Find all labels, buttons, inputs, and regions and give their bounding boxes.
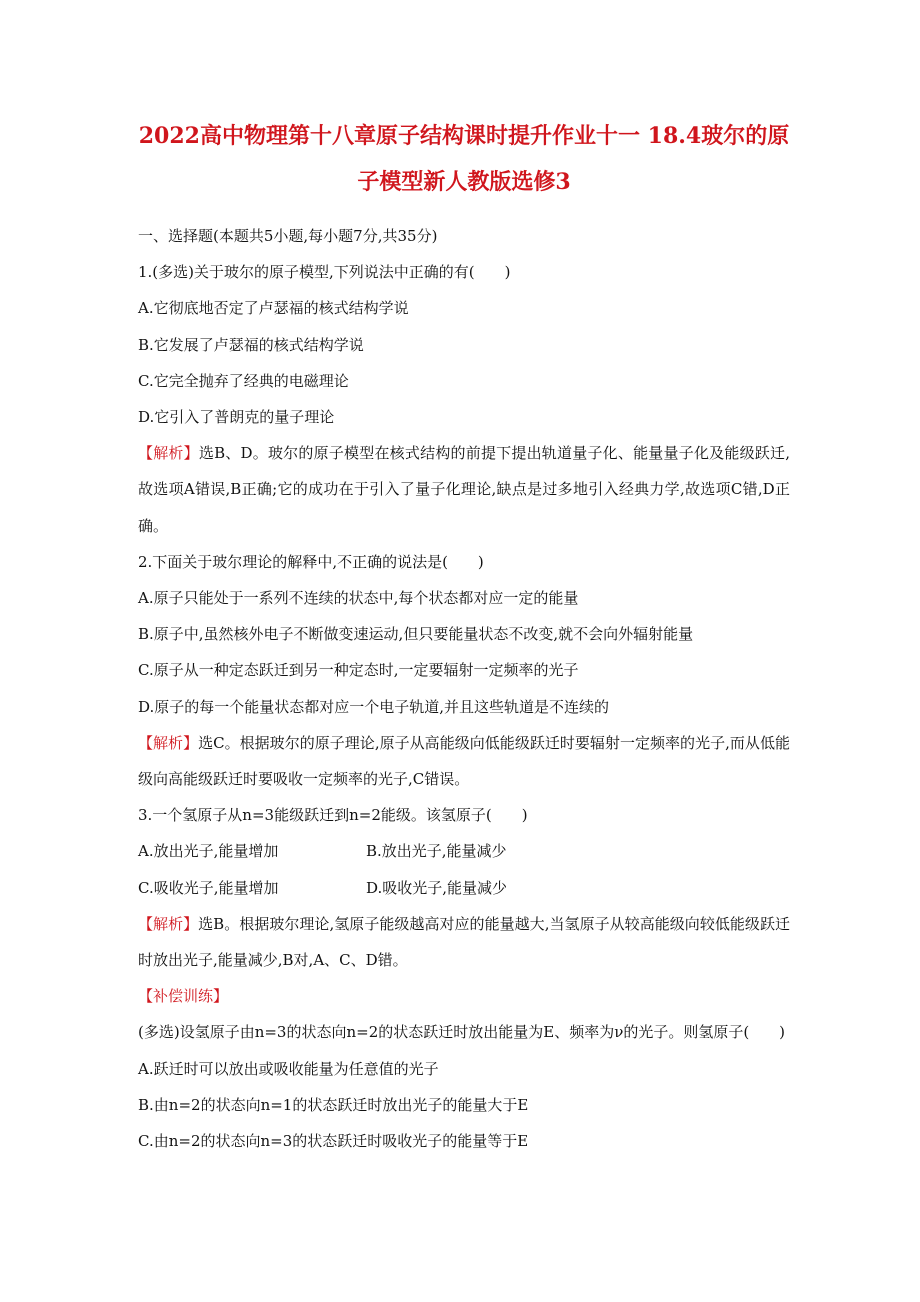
analysis-tag: 【解析】 bbox=[138, 444, 199, 463]
question-3-option-c: C.吸收光子,能量增加 bbox=[138, 878, 279, 897]
question-2-analysis bbox=[138, 725, 790, 797]
question-1-analysis bbox=[138, 435, 790, 544]
question-3-option-b: B.放出光子,能量减少 bbox=[366, 842, 507, 861]
question-3-options-row-1 bbox=[138, 833, 790, 869]
question-1-option-c: C.它完全抛弃了经典的电磁理论 bbox=[138, 371, 349, 390]
supplement-heading bbox=[138, 978, 790, 1014]
document-body bbox=[138, 218, 790, 1159]
question-1-option-b: B.它发展了卢瑟福的核式结构学说 bbox=[138, 335, 364, 354]
section-header: 一、选择题(本题共5小题,每小题7分,共35分) bbox=[138, 227, 438, 245]
question-1-stem: 1.(多选)关于玻尔的原子模型,下列说法中正确的有( ) bbox=[138, 263, 511, 282]
question-2-option-a: A.原子只能处于一系列不连续的状态中,每个状态都对应一定的能量 bbox=[138, 589, 579, 608]
question-3-options-row-2 bbox=[138, 870, 790, 906]
supplement-option-c: C.由n=2的状态向n=3的状态跃迁时吸收光子的能量等于E bbox=[138, 1132, 529, 1151]
question-3-option-d: D.吸收光子,能量减少 bbox=[366, 878, 508, 897]
supplement-stem: (多选)设氢原子由n=3的状态向n=2的状态跃迁时放出能量为E、频率为ν的光子。则氢原子( ) bbox=[138, 1023, 786, 1042]
title-line-1: 2022高中物理第十八章原子结构课时提升作业十一 18.4玻尔的原 bbox=[138, 123, 790, 149]
supplement-option-a: A.跃迁时可以放出或吸收能量为任意值的光子 bbox=[138, 1059, 439, 1078]
question-2-option-d: D.原子的每一个能量状态都对应一个电子轨道,并且这些轨道是不连续的 bbox=[138, 697, 610, 716]
question-2-option-c: C.原子从一种定态跃迁到另一种定态时,一定要辐射一定频率的光子 bbox=[138, 661, 579, 680]
question-1-option-d: D.它引入了普朗克的量子理论 bbox=[138, 408, 335, 427]
question-2-stem: 2.下面关于玻尔理论的解释中,不正确的说法是( ) bbox=[138, 552, 484, 571]
analysis-tag: 【解析】 bbox=[138, 914, 199, 933]
question-3-option-a: A.放出光子,能量增加 bbox=[138, 842, 279, 861]
analysis-text: 选B。根据玻尔理论,氢原子能级越高对应的能量越大,当氢原子从较高能级向较低能级跃迁时放出光子,能量减少,B对,A、C、D错。 bbox=[138, 914, 790, 970]
analysis-text: 选B、D。玻尔的原子模型在核式结构的前提下提出轨道量子化、能量量子化及能级跃迁,故选项A错误,B正确;它的成功在于引入了量子化理论,缺点是过多地引入经典力学,故选项C错,D正确。 bbox=[138, 444, 790, 535]
question-3-analysis bbox=[138, 906, 790, 978]
supplement-tag: 【补偿训练】 bbox=[138, 987, 229, 1006]
supplement-option-b: B.由n=2的状态向n=1的状态跃迁时放出光子的能量大于E bbox=[138, 1095, 529, 1114]
question-3-stem: 3.一个氢原子从n=3能级跃迁到n=2能级。该氢原子( ) bbox=[138, 806, 528, 825]
document-title bbox=[138, 0, 790, 204]
question-1-option-a: A.它彻底地否定了卢瑟福的核式结构学说 bbox=[138, 299, 409, 318]
title-line-2: 子模型新人教版选修3 bbox=[357, 169, 571, 195]
analysis-text: 选C。根据玻尔的原子理论,原子从高能级向低能级跃迁时要辐射一定频率的光子,而从低能级向高能级跃迁时要吸收一定频率的光子,C错误。 bbox=[138, 733, 790, 789]
question-2-option-b: B.原子中,虽然核外电子不断做变速运动,但只要能量状态不改变,就不会向外辐射能量 bbox=[138, 625, 694, 644]
analysis-tag: 【解析】 bbox=[138, 733, 199, 752]
